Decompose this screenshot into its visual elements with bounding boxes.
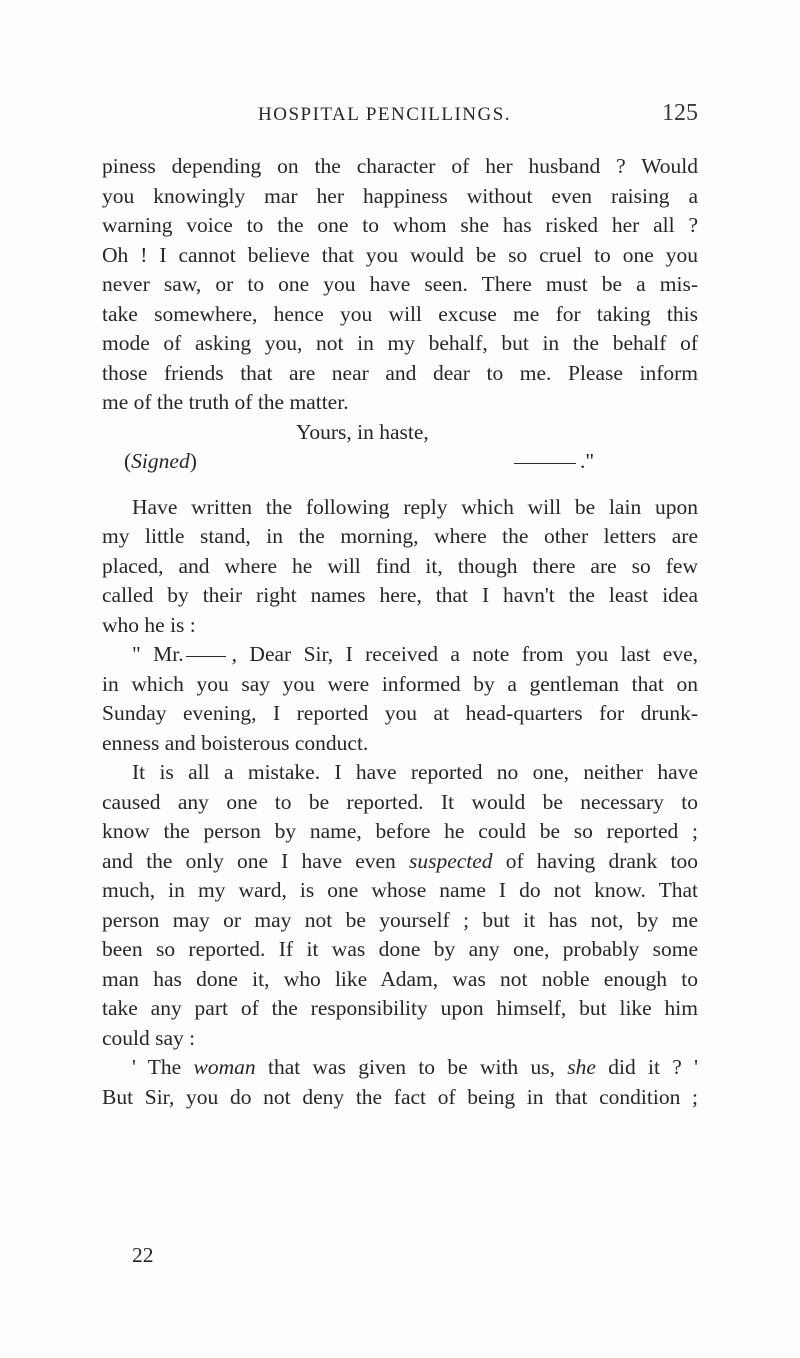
- text-line: called by their right names here, that I havn't the least idea: [102, 583, 698, 607]
- emphasis-suspected: suspected: [408, 848, 493, 873]
- text-run: that was given to be with us,: [267, 1055, 555, 1079]
- text-run: and the only one I have even: [102, 848, 396, 873]
- text-line: take any part of the responsibility upon himself, but like him: [102, 996, 698, 1020]
- text-line: in which you say you were informed by a gentleman that on: [102, 671, 698, 696]
- signed-label: Signed: [131, 449, 190, 473]
- text-line: placed, and where he will find it, though there are so few: [102, 553, 698, 578]
- letter-closing: Yours, in haste,: [296, 419, 429, 444]
- text-line: could say :: [102, 1025, 196, 1050]
- emphasis-woman: woman: [193, 1055, 256, 1079]
- signature-mark: 22: [132, 1243, 154, 1267]
- text-line: mode of asking you, not in my behalf, but in the behalf of: [102, 331, 698, 355]
- signed-close: ): [189, 449, 197, 473]
- text-line: been so reported. If it was done by any one, probably some: [102, 937, 698, 961]
- signature-line: [102, 447, 698, 477]
- text-line: those friends that are near and dear to me. Please inform: [102, 360, 698, 385]
- name-blank-rule: [186, 656, 226, 657]
- text-line: [102, 847, 698, 877]
- salutation-line: [102, 640, 698, 670]
- text-line: person may or may not be yourself ; but it has not, by me: [102, 907, 698, 932]
- salutation-rest: , Dear Sir, I received a note from you last eve,: [231, 642, 698, 666]
- text-run: did it ? ': [608, 1055, 699, 1079]
- page-header: [258, 102, 698, 132]
- text-line: piness depending on the character of her husband ? Would: [102, 154, 698, 178]
- text-line: who he is :: [102, 612, 196, 637]
- emphasis-she: she: [567, 1055, 596, 1079]
- text-line: man has done it, who like Adam, was not noble enough to: [102, 966, 698, 991]
- text-line: you knowingly mar her happiness without even raising a: [102, 183, 698, 208]
- running-head: HOSPITAL PENCILLINGS.: [258, 104, 512, 125]
- quote-line: [102, 1053, 698, 1083]
- text-line: It is all a mistake. I have reported no one, neither have: [132, 760, 698, 784]
- text-line: take somewhere, hence you will excuse me for taking this: [102, 301, 698, 326]
- reply-intro-paragraph: [102, 493, 698, 641]
- text-line: Have written the following reply which will be lain upon: [132, 494, 698, 519]
- text-line: much, in my ward, is one whose name I do not know. That: [102, 878, 698, 902]
- text-line: caused any one to be reported. It would be necessary to: [102, 789, 698, 814]
- text-line: Sunday evening, I reported you at head-quarters for drunk-: [102, 701, 698, 725]
- text-run: of having drank too: [505, 848, 699, 873]
- body-text: [102, 152, 698, 1112]
- letter-paragraph: [102, 152, 698, 418]
- page-number: 125: [662, 100, 698, 126]
- text-line: Oh ! I cannot believe that you would be so cruel to one you: [102, 242, 698, 267]
- reply-paragraph: [102, 640, 698, 758]
- text-line: warning voice to the one to whom she has risked her all ?: [102, 213, 698, 237]
- text-line: me of the truth of the matter.: [102, 390, 349, 414]
- text-line: my little stand, in the morning, where the other letters are: [102, 524, 698, 548]
- text-line: But Sir, you do not deny the fact of being in that condition ;: [102, 1084, 698, 1109]
- text-line: enness and boisterous conduct.: [102, 730, 369, 755]
- text-run: ' The: [132, 1055, 182, 1079]
- reply-paragraph: [102, 758, 698, 1112]
- signature-blank: [510, 447, 594, 477]
- signature-rule: [514, 463, 576, 464]
- signed-open: (: [124, 449, 132, 473]
- text-line: know the person by name, before he could be so reported ;: [102, 819, 698, 843]
- text-line: never saw, or to one you have seen. There must be a mis-: [102, 272, 698, 296]
- salutation-start: " Mr.: [132, 642, 184, 666]
- signature-tail: .": [580, 449, 595, 473]
